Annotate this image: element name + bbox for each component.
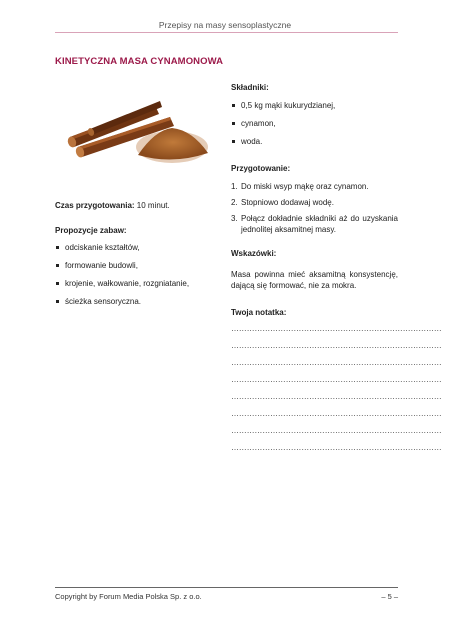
- note-line: ………………………………………………………………………: [231, 443, 442, 452]
- footer-divider: [55, 587, 398, 588]
- header-divider: [55, 32, 398, 33]
- list-item: 0,5 kg mąki kukurydzianej,: [231, 100, 398, 111]
- list-item: odciskanie kształtów,: [55, 242, 215, 253]
- preparation-heading: Przygotowanie:: [231, 164, 291, 173]
- ingredients-heading: Składniki:: [231, 83, 269, 92]
- left-column: [55, 200, 215, 307]
- right-column: [231, 82, 442, 456]
- note-line: ………………………………………………………………………: [231, 426, 442, 435]
- note-line: ………………………………………………………………………: [231, 341, 442, 350]
- prep-time-label: Czas przygotowania:: [55, 201, 135, 210]
- note-heading: Twoja notatka:: [231, 308, 287, 317]
- page-number: – 5 –: [381, 592, 398, 601]
- tips-text: Masa powinna mieć aksamitną konsystencję, dającą się formować, nie za mokra.: [231, 270, 398, 290]
- note-lines: [231, 320, 442, 456]
- footer-copyright: Copyright by Forum Media Polska Sp. z o.o.: [55, 592, 202, 601]
- note-line: ………………………………………………………………………: [231, 358, 442, 367]
- play-ideas-list: [55, 242, 215, 307]
- step-item: 3. Połącz dokładnie składniki aż do uzyskania jednolitej aksamitnej masy.: [231, 214, 398, 234]
- step-item: 2. Stopniowo dodawaj wodę.: [231, 198, 334, 207]
- note-line: ………………………………………………………………………: [231, 409, 442, 418]
- list-item: formowanie budowli,: [55, 260, 215, 271]
- tips-heading: Wskazówki:: [231, 249, 277, 258]
- list-item: ścieżka sensoryczna.: [55, 296, 215, 307]
- note-line: ………………………………………………………………………: [231, 392, 442, 401]
- step-item: 1. Do miski wsyp mąkę oraz cynamon.: [231, 182, 369, 191]
- page-header: Przepisy na masy sensoplastyczne: [158, 20, 292, 30]
- list-item: woda.: [231, 136, 398, 147]
- list-item: krojenie, wałkowanie, rozgniatanie,: [55, 278, 215, 289]
- prep-time-value: 10 minut.: [134, 201, 170, 210]
- ingredients-list: [231, 100, 398, 147]
- list-item: cynamon,: [231, 118, 398, 129]
- cinnamon-photo: [60, 95, 210, 170]
- note-line: ………………………………………………………………………: [231, 375, 442, 384]
- recipe-title: KINETYCZNA MASA CYNAMONOWA: [55, 56, 224, 67]
- play-ideas-heading: Propozycje zabaw:: [55, 226, 127, 235]
- prep-time: [55, 200, 215, 211]
- preparation-steps: [231, 181, 398, 235]
- note-line: ………………………………………………………………………: [231, 324, 442, 333]
